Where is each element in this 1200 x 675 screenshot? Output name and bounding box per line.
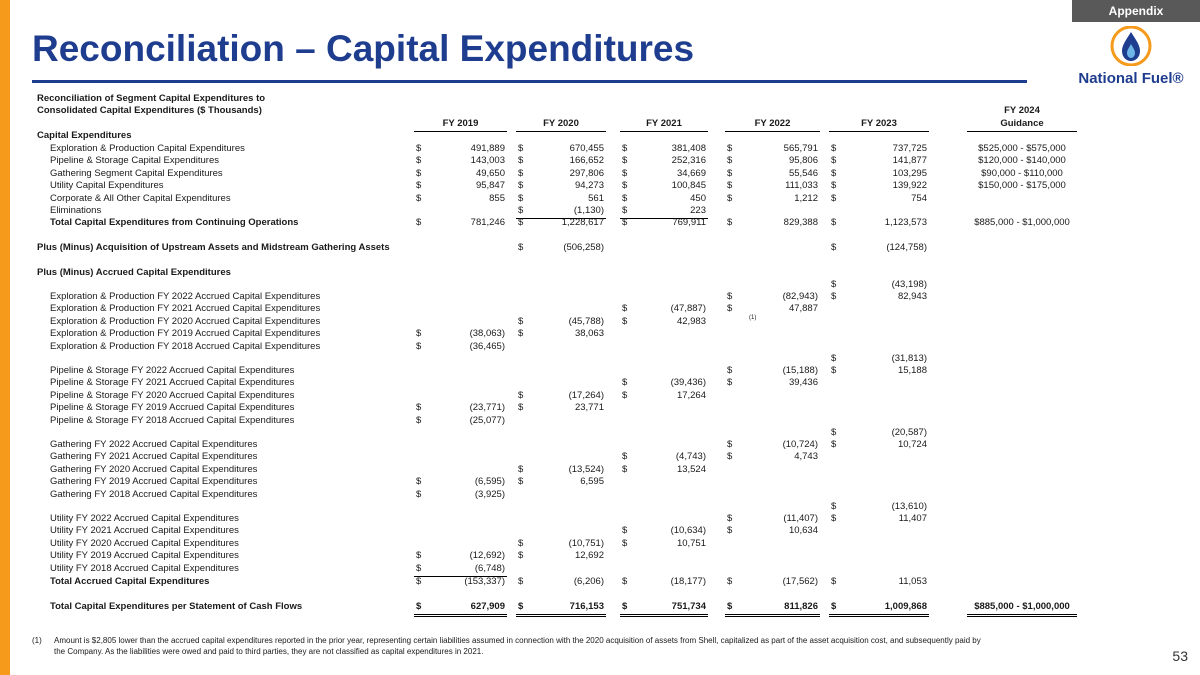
value-v2021: 223	[690, 205, 706, 216]
footnote-line-1: Amount is $2,805 lower than the accrued capital expenditures reported in the prior year, representing certain liabilities assumed in connection with the 2020 acquisition of assets from Shell, capitalized as part of the asset acquisition cost, and subsequently paid by	[54, 636, 981, 645]
value-v2020: 561	[588, 193, 604, 204]
row-label: Exploration & Production FY 2018 Accrued Capital Expenditures	[50, 340, 321, 352]
guidance-value: $525,000 - $575,000	[978, 143, 1066, 154]
value-v2023: 10,724	[897, 439, 927, 450]
dollar-sign: $	[727, 155, 733, 166]
row-label: Reconciliation of Segment Capital Expenditures to	[37, 93, 266, 104]
value-v2021: 769,911	[672, 217, 706, 228]
accrued-row	[37, 489, 1047, 501]
caption-row-2	[37, 105, 1047, 117]
capex-row	[37, 193, 1047, 205]
dollar-sign: $	[518, 328, 524, 340]
row-label: Gathering FY 2021 Accrued Capital Expenditures	[50, 451, 258, 463]
value-v2022: 47,887	[788, 303, 818, 315]
dollar-sign: $	[831, 143, 837, 154]
value-v2019: (12,692)	[469, 550, 505, 562]
dollar-sign: $	[416, 550, 422, 562]
appendix-tag: Appendix	[1072, 0, 1200, 22]
dollar-sign: $	[622, 525, 628, 537]
page-title: Reconciliation – Capital Expenditures	[32, 28, 695, 69]
capex-row	[37, 168, 1063, 180]
dollar-sign: $	[727, 576, 733, 587]
value-v2023: (31,813)	[891, 353, 927, 364]
value-v2021: (4,743)	[675, 451, 706, 463]
value-v2021: 751,734	[671, 601, 706, 612]
dollar-sign: $	[622, 537, 628, 549]
value-v2022: 1,212	[794, 193, 818, 204]
value-v2022: (82,943)	[782, 291, 818, 302]
dollar-sign: $	[518, 537, 524, 549]
value-v2019: (6,748)	[474, 562, 505, 574]
accrued-row	[37, 538, 1047, 550]
value-v2023: (43,198)	[891, 279, 927, 290]
dollar-sign: $	[416, 193, 422, 204]
value-v2022: 829,388	[783, 217, 818, 228]
value-v2022: 565,791	[783, 143, 818, 154]
value-v2020: (6,206)	[573, 576, 604, 587]
dollar-sign: $	[727, 143, 733, 154]
value-v2020: 23,771	[574, 402, 604, 414]
dollar-sign: $	[622, 451, 628, 463]
value-v2023: 15,188	[897, 365, 927, 376]
dollar-sign: $	[518, 550, 524, 562]
value-v2019: (23,771)	[469, 402, 505, 414]
dollar-sign: $	[727, 303, 733, 315]
dollar-sign: $	[416, 168, 422, 179]
dollar-sign: $	[831, 576, 837, 587]
row-label: Exploration & Production FY 2019 Accrued Capital Expenditures	[50, 328, 321, 340]
row-label: Gathering FY 2018 Accrued Capital Expenditures	[50, 488, 258, 500]
dollar-sign: $	[518, 205, 524, 216]
accrued-row	[37, 365, 1047, 377]
col-header-fy2019: FY 2019	[414, 118, 507, 132]
dollar-sign: $	[622, 315, 628, 327]
flame-drop-icon	[1109, 26, 1153, 66]
dollar-sign: $	[831, 217, 837, 228]
row-label: Exploration & Production Capital Expenditures	[50, 143, 245, 154]
value-underline	[414, 563, 507, 577]
accrued-row	[37, 377, 1047, 389]
value-v2019: (38,063)	[469, 328, 505, 340]
dollar-sign: $	[518, 155, 524, 166]
section-accrued	[37, 267, 1047, 279]
dollar-sign: $	[727, 180, 733, 191]
value-v2019: 95,847	[475, 180, 505, 191]
dollar-sign: $	[416, 562, 422, 574]
value-v2019: 143,003	[470, 155, 505, 166]
value-v2023: 737,725	[892, 143, 927, 154]
guidance-value: $885,000 - $1,000,000	[974, 217, 1070, 228]
row-label: Pipeline & Storage FY 2021 Accrued Capital Expenditures	[50, 377, 295, 389]
left-accent-bar	[0, 0, 10, 675]
dollar-sign: $	[518, 463, 524, 475]
value-v2023: 139,922	[892, 180, 927, 191]
row-label: Utility FY 2021 Accrued Capital Expenditures	[50, 525, 239, 537]
value-v2023: (124,758)	[886, 242, 927, 253]
value-v2023: 1,009,868	[884, 601, 927, 612]
value-v2019: 491,889	[470, 143, 505, 154]
value-v2020: 166,652	[569, 155, 604, 166]
page-number: 53	[1172, 648, 1188, 664]
accrued-row	[37, 328, 1047, 340]
row-label: Total Capital Expenditures per Statement of Cash Flows	[50, 601, 303, 612]
dollar-sign: $	[416, 576, 422, 587]
value-v2022: 10,634	[788, 525, 818, 537]
dollar-sign: $	[518, 389, 524, 401]
col-header-fy2020: FY 2020	[516, 118, 606, 132]
accrued-row	[37, 550, 1047, 562]
accrued-row	[37, 341, 1047, 353]
dollar-sign: $	[831, 439, 837, 450]
dollar-sign: $	[622, 576, 628, 587]
row-label: Utility Capital Expenditures	[50, 180, 164, 191]
value-v2021: 34,669	[676, 168, 706, 179]
value-v2022: 4,743	[794, 451, 818, 463]
value-v2020: (13,524)	[568, 463, 604, 475]
value-v2020: (17,264)	[568, 389, 604, 401]
dollar-sign: $	[518, 242, 524, 253]
value-v2023: 11,407	[898, 513, 927, 524]
dollar-sign: $	[518, 193, 524, 204]
value-v2021: (18,177)	[670, 576, 706, 587]
dollar-sign: $	[416, 217, 422, 228]
value-v2020: 12,692	[574, 550, 604, 562]
dollar-sign: $	[831, 291, 837, 302]
dollar-sign: $	[622, 193, 628, 204]
value-v2019: 855	[489, 193, 505, 204]
row-label: Gathering FY 2022 Accrued Capital Expenditures	[50, 439, 258, 450]
total-continuing-row	[37, 217, 1070, 229]
value-v2022: 55,546	[788, 168, 818, 179]
accrued-group-top-row	[37, 279, 1047, 291]
dollar-sign: $	[518, 180, 524, 191]
accrued-row	[37, 316, 1047, 328]
dollar-sign: $	[727, 513, 733, 524]
accrued-row	[37, 402, 1047, 414]
dollar-sign: $	[416, 155, 422, 166]
col-header-fy2023: FY 2023	[829, 118, 929, 132]
dollar-sign: $	[622, 143, 628, 154]
value-v2021: 381,408	[671, 143, 706, 154]
dollar-sign: $	[831, 242, 837, 253]
col-header-fy2024: FY 2024	[1004, 105, 1040, 116]
dollar-sign: $	[831, 501, 837, 512]
dollar-sign: $	[622, 389, 628, 401]
dollar-sign: $	[622, 180, 628, 191]
dollar-sign: $	[727, 377, 733, 389]
value-v2021: (39,436)	[670, 377, 706, 389]
value-v2020: 670,455	[569, 143, 604, 154]
value-v2020: (506,258)	[563, 242, 604, 253]
dollar-sign: $	[622, 205, 628, 216]
accrued-group-top-row	[37, 353, 1047, 365]
value-v2019: (25,077)	[469, 414, 505, 426]
dollar-sign: $	[622, 168, 628, 179]
value-v2021: 13,524	[676, 463, 706, 475]
dollar-sign: $	[518, 402, 524, 414]
value-v2021: (47,887)	[670, 303, 706, 315]
value-v2021: 252,316	[671, 155, 706, 166]
dollar-sign: $	[727, 193, 733, 204]
dollar-sign: $	[518, 576, 524, 587]
accrued-group-top-row	[37, 427, 1047, 439]
total-cashflows-row	[37, 601, 1070, 613]
dollar-sign: $	[831, 601, 837, 612]
value-v2020: (45,788)	[568, 315, 604, 327]
row-label: Eliminations	[50, 205, 102, 216]
row-label: Utility FY 2022 Accrued Capital Expenditures	[50, 513, 239, 524]
dollar-sign: $	[416, 601, 422, 612]
value-v2022: (11,407)	[783, 513, 818, 524]
value-underline	[414, 601, 507, 617]
logo-text: National Fuel®	[1078, 70, 1184, 87]
row-label: Corporate & All Other Capital Expenditures	[50, 193, 231, 204]
accrued-row	[37, 291, 1047, 303]
dollar-sign: $	[416, 180, 422, 191]
value-v2022: 811,826	[784, 601, 818, 612]
accrued-row	[37, 464, 1047, 476]
dollar-sign: $	[831, 279, 837, 290]
dollar-sign: $	[622, 377, 628, 389]
col-header-guidance: Guidance	[967, 118, 1077, 132]
total-accrued-row	[37, 576, 1047, 588]
dollar-sign: $	[416, 143, 422, 154]
row-label: Exploration & Production FY 2021 Accrued Capital Expenditures	[50, 303, 321, 315]
col-header-fy2021: FY 2021	[620, 118, 708, 132]
row-label: Total Capital Expenditures from Continuing Operations	[50, 217, 299, 228]
national-fuel-logo	[1072, 26, 1190, 90]
dollar-sign: $	[831, 365, 837, 376]
row-label: Gathering Segment Capital Expenditures	[50, 168, 223, 179]
col-header-fy2022: FY 2022	[725, 118, 820, 132]
row-label: Utility FY 2018 Accrued Capital Expenditures	[50, 562, 239, 574]
value-v2020: (1,130)	[573, 205, 604, 216]
dollar-sign: $	[518, 217, 524, 228]
dollar-sign: $	[518, 601, 524, 612]
value-v2019: 627,909	[470, 601, 505, 612]
value-v2023: (13,610)	[891, 501, 927, 512]
value-underline	[725, 601, 820, 617]
row-label: Consolidated Capital Expenditures ($ Thousands)	[37, 105, 262, 116]
dollar-sign: $	[416, 340, 422, 352]
row-label: Plus (Minus) Accrued Capital Expenditures	[37, 267, 231, 278]
value-v2022: (15,188)	[782, 365, 818, 376]
value-v2020: (10,751)	[568, 537, 604, 549]
footnote-text	[54, 635, 1054, 657]
value-v2023: 754	[911, 193, 927, 204]
value-v2021: 42,983	[676, 315, 706, 327]
row-label: Gathering FY 2020 Accrued Capital Expenditures	[50, 463, 258, 475]
dollar-sign: $	[727, 168, 733, 179]
dollar-sign: $	[727, 291, 733, 302]
title-divider	[32, 80, 1027, 83]
guidance-value: $885,000 - $1,000,000	[967, 601, 1077, 617]
value-v2020: 94,273	[574, 180, 604, 191]
dollar-sign: $	[831, 180, 837, 191]
dollar-sign: $	[622, 155, 628, 166]
row-label: Pipeline & Storage FY 2022 Accrued Capital Expenditures	[50, 365, 295, 376]
dollar-sign: $	[518, 476, 524, 488]
value-v2022: 111,033	[785, 180, 818, 191]
footnote-number: (1)	[32, 636, 42, 645]
dollar-sign: $	[831, 168, 837, 179]
row-label: Exploration & Production FY 2020 Accrued Capital Expenditures	[50, 315, 321, 327]
dollar-sign: $	[518, 143, 524, 154]
value-v2020: 716,153	[569, 601, 604, 612]
value-v2023: 103,295	[892, 168, 927, 179]
value-v2022: (17,562)	[782, 576, 818, 587]
row-label: Gathering FY 2019 Accrued Capital Expenditures	[50, 476, 258, 488]
value-underline	[620, 601, 708, 617]
dollar-sign: $	[727, 451, 733, 463]
value-underline	[829, 601, 929, 617]
value-v2019: (3,925)	[474, 488, 505, 500]
accrued-group-top-row	[37, 501, 1047, 513]
row-label: Capital Expenditures	[37, 130, 132, 141]
value-v2023: 82,943	[897, 291, 927, 302]
accrued-row	[37, 439, 1047, 451]
row-label: Pipeline & Storage Capital Expenditures	[50, 155, 219, 166]
dollar-sign: $	[727, 217, 733, 228]
dollar-sign: $	[727, 525, 733, 537]
value-v2020: 6,595	[580, 476, 604, 488]
caption-row	[37, 93, 1047, 105]
value-v2019: (153,337)	[464, 576, 505, 587]
value-v2020: 38,063	[574, 328, 604, 340]
value-v2023: 11,053	[898, 576, 927, 587]
dollar-sign: $	[622, 463, 628, 475]
value-v2020: 1,228,617	[561, 217, 604, 228]
row-label: Utility FY 2020 Accrued Capital Expenditures	[50, 537, 239, 549]
capex-row	[37, 205, 1047, 217]
row-label: Pipeline & Storage FY 2018 Accrued Capital Expenditures	[50, 414, 295, 426]
accrued-row	[37, 525, 1047, 537]
section-capex	[37, 130, 1047, 142]
value-v2019: (6,595)	[474, 476, 505, 488]
capex-row	[37, 143, 1066, 155]
row-label: Plus (Minus) Acquisition of Upstream Assets and Midstream Gathering Assets	[37, 242, 390, 253]
dollar-sign: $	[831, 193, 837, 204]
value-v2019: (36,465)	[469, 340, 505, 352]
capex-row	[37, 180, 1066, 192]
capex-row	[37, 155, 1066, 167]
acquisition-row	[37, 242, 1047, 254]
dollar-sign: $	[622, 303, 628, 315]
value-v2021: 10,751	[676, 537, 706, 549]
accrued-row	[37, 303, 1047, 315]
value-v2022: 39,436	[788, 377, 818, 389]
row-label: Pipeline & Storage FY 2020 Accrued Capital Expenditures	[50, 389, 295, 401]
guidance-value: $90,000 - $110,000	[981, 168, 1063, 179]
dollar-sign: $	[831, 513, 837, 524]
accrued-row	[37, 451, 1047, 463]
value-v2021: (10,634)	[670, 525, 706, 537]
dollar-sign: $	[518, 168, 524, 179]
dollar-sign: $	[831, 427, 837, 438]
guidance-value: $120,000 - $140,000	[978, 155, 1066, 166]
dollar-sign: $	[416, 402, 422, 414]
value-v2020: 297,806	[569, 168, 604, 179]
dollar-sign: $	[416, 328, 422, 340]
dollar-sign: $	[727, 601, 733, 612]
value-v2023: 141,877	[892, 155, 927, 166]
row-label: Pipeline & Storage FY 2019 Accrued Capital Expenditures	[50, 402, 295, 414]
guidance-value: $150,000 - $175,000	[978, 180, 1066, 191]
dollar-sign: $	[416, 488, 422, 500]
dollar-sign: $	[416, 414, 422, 426]
dollar-sign: $	[727, 439, 733, 450]
accrued-row	[37, 513, 1047, 525]
dollar-sign: $	[727, 365, 733, 376]
row-label: Exploration & Production FY 2022 Accrued Capital Expenditures	[50, 291, 321, 302]
dollar-sign: $	[416, 476, 422, 488]
dollar-sign: $	[622, 601, 628, 612]
dollar-sign: $	[831, 155, 837, 166]
accrued-row	[37, 563, 1047, 575]
value-v2023: 1,123,573	[884, 217, 927, 228]
footnote-line-2: the Company. As the liabilities were owed and paid to third parties, they are not classified as capital expenditures in 2021.	[54, 647, 484, 656]
value-v2021: 17,264	[676, 389, 706, 401]
row-label: Total Accrued Capital Expenditures	[50, 576, 210, 587]
column-header-row	[37, 118, 1047, 130]
value-v2022: 95,806	[788, 155, 818, 166]
value-v2021: 100,845	[671, 180, 706, 191]
dollar-sign: $	[831, 353, 837, 364]
dollar-sign: $	[622, 217, 628, 228]
accrued-row	[37, 476, 1047, 488]
value-underline	[516, 601, 606, 617]
footnote-marker: (1)	[749, 314, 757, 321]
value-v2022: (10,724)	[782, 439, 818, 450]
dollar-sign: $	[518, 315, 524, 327]
value-v2019: 49,650	[475, 168, 505, 179]
value-v2023: (20,587)	[891, 427, 927, 438]
value-v2019: 781,246	[470, 217, 505, 228]
accrued-row	[37, 415, 1047, 427]
accrued-row	[37, 390, 1047, 402]
value-v2021: 450	[690, 193, 706, 204]
row-label: Utility FY 2019 Accrued Capital Expenditures	[50, 550, 239, 562]
